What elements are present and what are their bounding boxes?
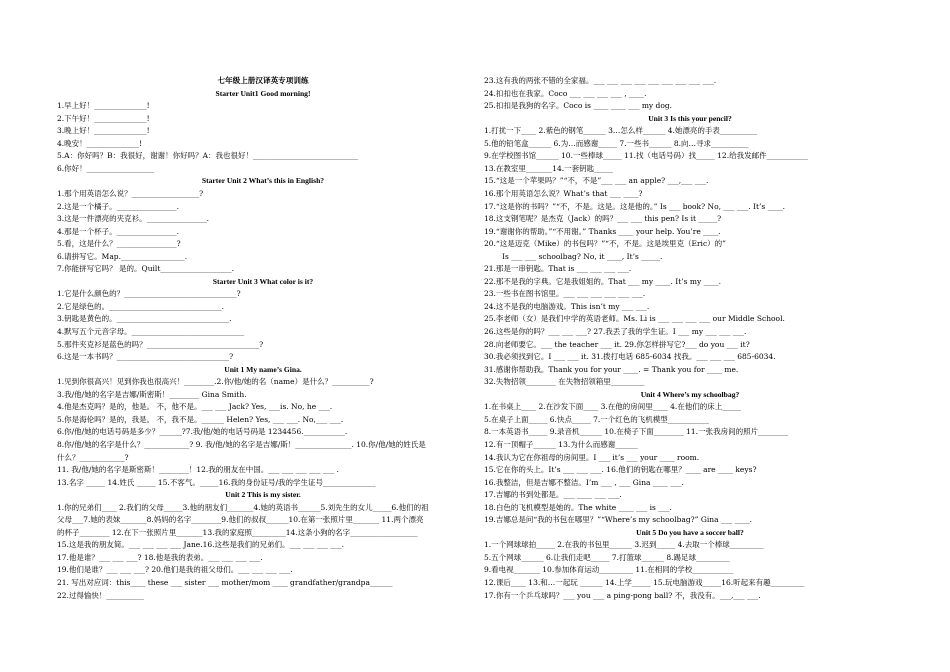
exercise-line: 2.下午好！______________! [57, 113, 150, 123]
exercise-line: 20.“这是迈克（Mike）的书包吗？”“不，不是。这是埃里克（Eric）的” [484, 239, 726, 249]
exercise-line: 6.请拼写它。Map._________________. [57, 251, 188, 261]
exercise-line: 5.在桌子上面_____ 6.快点_____ 7.一个红色的飞机模型___________ [484, 414, 709, 424]
exercise-line: Is ___ ___ schoolbag? No, it ____, It’s _____. [502, 251, 663, 261]
exercise-line: 4.他是杰克吗？是的，他是。 不，他不是。___ ___ Jack? Yes, ___is. No, he ___. [57, 402, 333, 412]
exercise-line: 17.你有一个乒乓球吗？___ you ___ a ping-pong ball? 不，我没有。___,___ ___. [484, 590, 761, 600]
exercise-line: 5.五个网球______ 6.让我们走吧_____ 7.打篮球______ 8.踢足球_________ [484, 552, 730, 562]
exercise-line: 3.钥匙是黄色的。______________________________. [57, 314, 232, 324]
section-heading: Starter Unit 2 What’s this in English? [201, 176, 325, 186]
exercise-line: 17.“这是你的书吗？”“不，不是。这是。这是他的。” Is ___ book? No, ___ ___. It’s ____. [484, 201, 785, 211]
exercise-line: 4.晚安！______________! [57, 138, 143, 148]
exercise-line: 24.这不是我的电脑游戏。This isn’t my ___ ___. [484, 301, 650, 311]
exercise-line: 6.你好！__________________ [57, 163, 155, 173]
exercise-line: 18.白色的飞机模型是她的。The white ____ ___ is ___. [484, 502, 672, 512]
exercise-line: 3.晚上好！______________! [57, 126, 150, 136]
exercise-line: 4.那是一个杯子。________________. [57, 226, 180, 236]
exercise-line: 25.扣扣是我狗的名字。Coco is ____ ____ ___ my dog. [484, 101, 673, 111]
exercise-line: 23.这有我的两张不错的全家福。___ ___ ___ ___ ___ ___ ___ ___ ___. [484, 76, 717, 85]
exercise-line: 1.一个网球球拍_____ 2.在我的书包里______ 3.迟到_____ 4.去取一个棒球_________ [484, 540, 764, 550]
exercise-line: 11. 我/他/她的名字是斯密斯！________！12.我的朋友在中国。___ ___ ___ ___ ___ . [57, 465, 339, 475]
section-heading: Unit 2 This is my sister. [225, 490, 301, 500]
exercise-line: 22.过得愉快！__________ [57, 590, 144, 600]
exercise-line: 4.默写五个元音字母。______________________________ [57, 327, 245, 336]
exercise-line: 9.在学校图书馆______ 10.一些棒球_____ 11.找（电话号码）找_____ 12.给我发邮件___________ [484, 151, 808, 161]
exercise-line: 9.看电视_______ 10.参加体育运动_________ 11.在相同的学校___________ [484, 565, 734, 575]
exercise-line: 18.这支钢笔呢？是杰克（Jack）的吗？___ ___ this pen? Is it _____? [484, 214, 722, 224]
exercise-line: 5.那件夹克衫是蓝色的吗？______________________________? [57, 339, 264, 349]
section-heading: Starter Unit 3 What color is it? [212, 276, 314, 286]
exercise-line: 32.失物招领________ 在失物招领箱里_________ [484, 377, 645, 387]
exercise-line: 2.这是一个橘子。________________. [57, 201, 180, 211]
section-heading: Unit 4 Where’s my schoolbag? [640, 389, 740, 399]
exercise-line: 的杯子________ 12.在下一张照片里_______13.我的家庭照_________14.这条小狗的名字__________________ [57, 527, 418, 537]
section-heading: Unit 5 Do you have a soccer ball? [636, 527, 744, 537]
exercise-line: 13.名字 _____ 14.姓氏 _____ 15.不客气。_____16.我的身份证号/我的学生证号______________ [57, 477, 376, 487]
exercise-line: 23.一些书在图书馆里。___ ___ ___ ___ ___ ___. [484, 289, 646, 299]
exercise-line: 1.它是什么颜色的？______________________________? [57, 289, 241, 299]
exercise-line: 7.你能拼写它吗？ 是的。Quilt___________________. [57, 264, 234, 274]
exercise-line: 26.这些是你的吗？___ ___ ___? 27.我丢了我的学生证。I ___ my ___ ___ ___. [484, 327, 747, 336]
section-heading: Unit 3 Is this your pencil? [648, 113, 732, 123]
exercise-line: 21. 写出对应词：this____ these ___ sister ___ mother/mom ____ grandfather/grandpa______ [57, 578, 393, 587]
exercise-line: 5.他的铅笔盒______ 6.为…而感谢_____ 7.一些书______ 8.向…寻求__________ [484, 138, 749, 148]
exercise-line: 24.扣扣也在我家。Coco ___ ___ ___ ___ , ____. [484, 88, 647, 98]
exercise-line: 5.看，这是什么？________________? [57, 239, 181, 249]
exercise-line: 19.他们是谁？___ ___ ___? 20.他们是我的祖父母们。___ ___ ___ ___. [57, 565, 293, 575]
exercise-line: 3.我/他/她的名字是吉娜/斯密斯！________ Gina Smith. [57, 389, 247, 399]
exercise-line: 22.那不是我的字典。它是我姐姐的。That ___ my ____. It’s my ____. [484, 276, 721, 286]
exercise-line: 1.早上好！______________! [57, 101, 150, 111]
exercise-line: 5.你是海伦吗？是的，我是。 不，我不是。______ Helen? Yes, ___ ___. No,___ ___. [57, 414, 344, 424]
section-heading: Starter Unit1 Good morning! [215, 88, 311, 98]
exercise-line: 19.吉娜总是问“我的书包在哪里？”“Where’s my schoolbag?” Gina ___ ____. [484, 515, 752, 525]
exercise-line: 25.李老师（女）是我们中学的英语老师。Ms. Li is ___ ___ ___ ___ our Middle School. [484, 314, 785, 324]
exercise-line: 5.A：你好吗？B：我很好，谢谢！你好吗？A：我也很好！____________________________ [57, 151, 358, 161]
exercise-line: 8.你/他/她的名字是什么？____________? 9. 我/他/她的名字是吉娜/斯！_______________. 10.你/他/她的姓氏是 [57, 439, 426, 449]
exercise-line: 6.你/他/她的电话号码是多少？______?7.我/他/她的电话号码是 1234456.___________. [57, 427, 348, 437]
exercise-line: 17.吉娜的书到处都是。___ ____ ___ ___. [484, 490, 622, 500]
exercise-line: 14.我认为它在你祖母的房间里。I ___ it’s ___ your ____ room. [484, 452, 700, 462]
exercise-line: 21.那是一串钥匙。That is ___ ___ ___ ___. [484, 264, 632, 274]
exercise-line: 30.我必须找到它。I ___ ___ it. 31.拨打电话 685-6034 找我。___ ___ ___ 685-6034. [484, 352, 776, 362]
exercise-line: 19.“谢谢你的帮助。”“不用谢。” Thanks ____ your help. You’re ____. [484, 226, 721, 236]
exercise-line: 12.课后____ 13.和…一起玩 ______ 14.上学_____ 15.玩电脑游戏_____16.听起来有趣_________ [484, 578, 805, 587]
exercise-line: 1.打扰一下____ 2.紫色的钢笔______ 3…怎么样______ 4.她漂亮的手表__________ [484, 126, 758, 136]
exercise-line: 28.向老师要它。___ the teacher ___ it. 29.你怎样拼写它?___ do you ___ it? [484, 339, 750, 349]
exercise-line: 3.这是一件漂亮的夹克衫。________________. [57, 214, 210, 224]
exercise-line: 15.它在你的头上。It’s ___ ___ ___. 16.他们的钥匙在哪里？____ are ____ keys? [484, 465, 757, 475]
exercise-line: 13.在教室里_______14.一套钥匙_____ [484, 163, 613, 173]
exercise-line: 2.它是绿色的。______________________________. [57, 301, 225, 311]
section-heading: Unit 1 My name’s Gina. [224, 364, 302, 374]
exercise-line: 17.他是谁？___ ___ ___? 18.他是我的表弟。___ ___ ___ ___. [57, 552, 263, 562]
exercise-line: 1.见到你很高兴！见到你我也很高兴！________.2.你/他/她的名（name）是什么？__________? [57, 377, 374, 387]
exercise-line: 16.我整洁，但是吉娜不整洁。I’m ___ , ___ Gina ____ ___. [484, 477, 684, 487]
exercise-line: 1.在书桌上____ 2.在沙发下面____ 3.在他的房间里____ 4.在他们的床上_____ [484, 402, 742, 412]
exercise-line: 8.一本英语书_____ 9.录音机______ 10.在椅子下面________ 11.一张我房间的照片________ [484, 427, 789, 437]
exercise-line: 1.你的兄弟们____ 2.我们的父母_____3.他的朋友们_______4.她的英语书______5.刘先生的女儿_____6.他们的祖 [57, 502, 429, 512]
exercise-line: 1.那个用英语怎么说？__________________? [57, 188, 204, 198]
exercise-line: 父母___7.她的表妹_______8.妈妈的名字________9.他们的叔叔______10.在第一张照片里_______ 11.两个漂亮 [57, 515, 424, 525]
section-heading: 七年级上册汉译英专项训练 [217, 76, 309, 85]
exercise-line: 12.有一顶帽子______ 13.为什么而感谢______ [484, 439, 638, 449]
exercise-line: 15.这是我的朋友简。___ ___ ___ ___ Jane.16.这些是我们的兄弟们。___ ___ ___ ___. [57, 540, 345, 550]
exercise-line: 6.这是一本书吗？______________________________? [57, 352, 234, 362]
exercise-line: 什么？____________? [57, 452, 129, 462]
exercise-line: 16.那个用英语怎么说？What’s that ___ ____? [484, 188, 643, 198]
exercise-line: 15.“这是一个苹果吗？”“不，不是”___ ___ an apple? ___,___ ___. [484, 176, 709, 186]
exercise-line: 31.感谢你帮助我。Thank you for your ____. = Thank you for ____ me. [484, 364, 739, 374]
